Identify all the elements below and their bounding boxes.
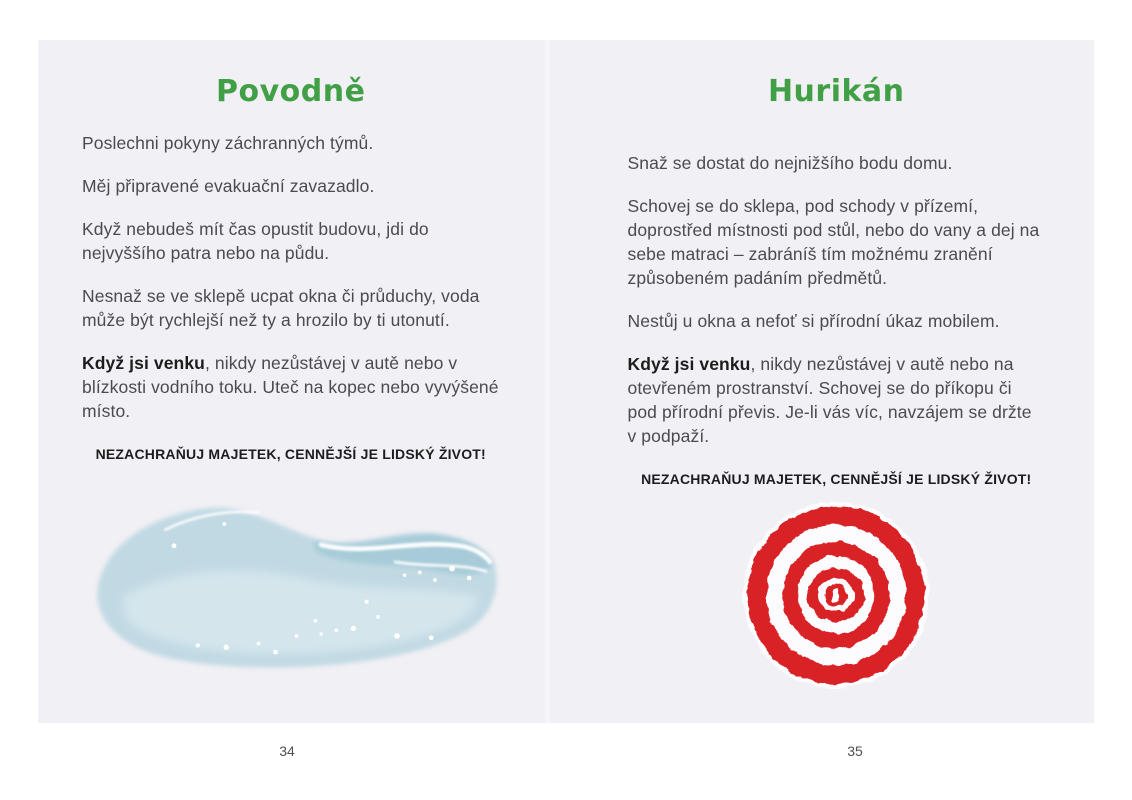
page-title: Povodně — [216, 74, 366, 109]
instruction-paragraph: Nestůj u okna a nefoť si přírodní úkaz mobilem. — [627, 311, 1000, 331]
instruction-paragraph: Nesnaž se ve sklepě ucpat okna či průduchy, voda může být rychlejší než ty a hrozilo by ti utonutí. — [82, 286, 480, 330]
instruction-paragraph: Když nebudeš mít čas opustit budovu, jdi do nejvyššího patra nebo na půdu. — [82, 219, 429, 263]
page-number: 35 — [847, 743, 863, 759]
hurricane-eye-illustration — [738, 497, 934, 693]
outdoor-text: , nikdy nezůstávej v autě nebo na otevřeném prostranství. Schovej se do příkopu či pod přírodní převis. Je-li vás víc, navzájem se držte v podpaží. — [627, 354, 1032, 446]
instruction-paragraph: Poslechni pokyny záchranných týmů. — [82, 133, 374, 153]
warning-line: NEZACHRAŇUJ MAJETEK, CENNĚJŠÍ JE LIDSKÝ ŽIVOT! — [95, 446, 486, 462]
instruction-paragraph-outdoor — [82, 351, 500, 423]
outdoor-text: , nikdy nezůstávej v autě nebo v blízkosti vodního toku. Uteč na kopec nebo vyvýšené místo. — [82, 353, 499, 421]
page-title: Hurikán — [767, 74, 905, 109]
warning-line: NEZACHRAŇUJ MAJETEK, CENNĚJŠÍ JE LIDSKÝ ŽIVOT! — [641, 471, 1032, 487]
outdoor-bold-lead: Když jsi venku — [82, 353, 205, 373]
instruction-paragraph: Měj připravené evakuační zavazadlo. — [82, 176, 375, 196]
instruction-paragraph: Snaž se dostat do nejnižšího bodu domu. — [627, 153, 953, 173]
page-spread — [38, 40, 1094, 723]
outdoor-bold-lead: Když jsi venku — [627, 354, 751, 374]
flood-wave-illustration — [82, 480, 500, 678]
instruction-paragraph: Schovej se do sklepa, pod schody v přízemí, doprostřed místnosti pod stůl, nebo do vany a dej na sebe matraci – zabráníš tím možnému zranění způsobeném padáním předmětů. — [627, 196, 1040, 288]
left-page-floods — [38, 40, 545, 723]
instruction-paragraph-outdoor — [628, 352, 1046, 448]
page-number: 34 — [279, 743, 295, 759]
right-page-hurricane — [550, 40, 1095, 723]
